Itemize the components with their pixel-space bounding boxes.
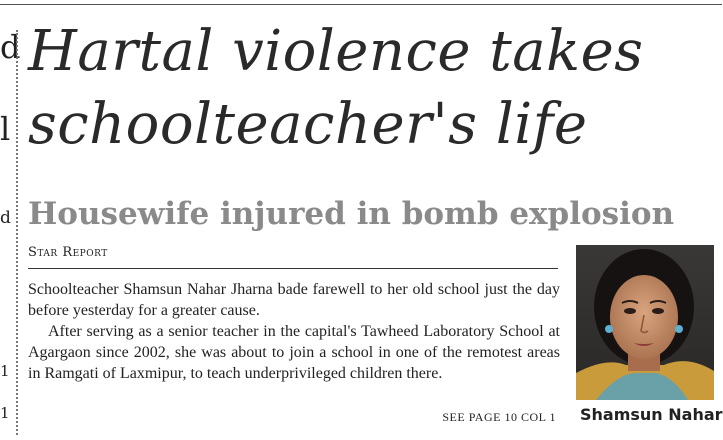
adjacent-column-fragment: d (0, 208, 11, 228)
byline-rule (28, 268, 558, 269)
headline-line-1: Hartal violence takes (28, 19, 644, 84)
subheadline: Housewife injured in bomb explosion (28, 196, 675, 232)
adjacent-column-fragment: d (0, 28, 21, 66)
photo-caption: Shamsun Nahar (580, 405, 723, 424)
paragraph: Schoolteacher Shamsun Nahar Jharna bade farewell to her old school just the day before yesterday for a greater cause. (28, 281, 560, 319)
article-body (28, 279, 560, 384)
top-rule (0, 4, 722, 5)
headline (28, 16, 718, 162)
continued-reference: SEE PAGE 10 COL 1 (442, 410, 556, 424)
adjacent-column-fragment: 1 (0, 362, 10, 380)
adjacent-column-fragment: l (0, 110, 11, 148)
paragraph: After serving as a senior teacher in the capital's Tawheed Laboratory School at Agargaon since 2002, she was about to join a school in one of the remotest areas in Ramgati of Laxmipur, to teach underprivileged children there. (28, 323, 560, 382)
portrait-photo (576, 245, 714, 400)
byline: Star Report (28, 245, 108, 260)
column-divider (16, 30, 18, 435)
headline-line-2: schoolteacher's life (28, 91, 588, 157)
portrait-illustration (576, 245, 714, 400)
adjacent-column-fragment: 1 (0, 404, 10, 422)
